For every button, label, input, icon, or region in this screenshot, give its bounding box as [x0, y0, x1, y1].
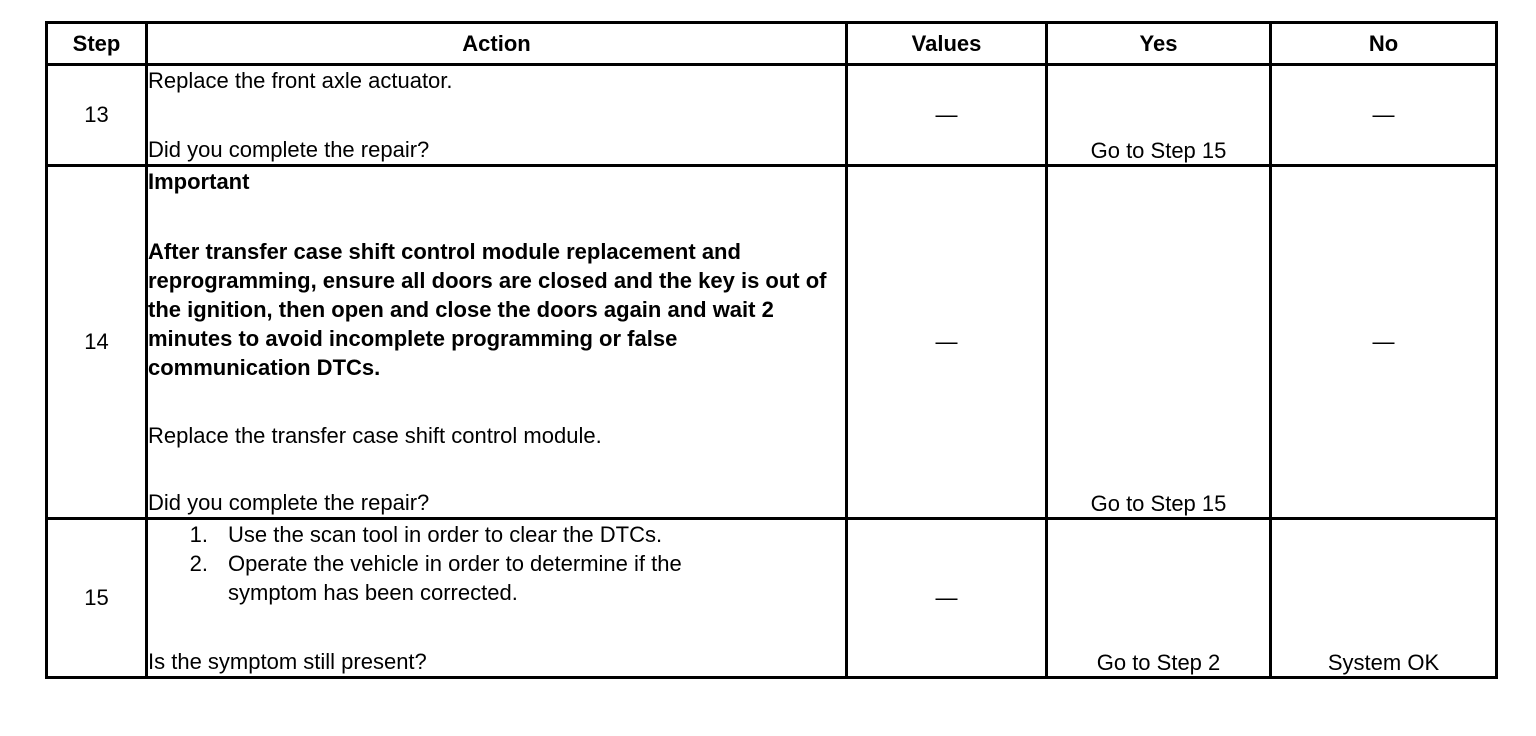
list-item-text: Operate the vehicle in order to determine if the symptom has been corrected.: [228, 551, 682, 605]
action-instruction: Replace the transfer case shift control module.: [148, 423, 602, 448]
step-number: 15: [47, 519, 147, 678]
action-question: Is the symptom still present?: [148, 649, 427, 674]
yes-cell: Go to Step 15: [1047, 166, 1271, 519]
action-question: Did you complete the repair?: [148, 137, 430, 162]
table-row: [47, 65, 1497, 166]
header-no: No: [1271, 23, 1497, 65]
list-item-text: Use the scan tool in order to clear the DTCs.: [228, 522, 663, 547]
header-step: Step: [47, 23, 147, 65]
table-row: [47, 166, 1497, 519]
header-yes: Yes: [1047, 23, 1271, 65]
list-item-number: 2.: [189, 551, 208, 576]
action-question: Did you complete the repair?: [148, 490, 430, 515]
yes-cell: Go to Step 2: [1047, 519, 1271, 678]
action-cell: [147, 166, 847, 519]
header-action: Action: [147, 23, 847, 65]
no-cell: System OK: [1271, 519, 1497, 678]
important-label: Important: [148, 169, 250, 194]
table-row: [47, 519, 1497, 678]
header-row: [47, 23, 1497, 65]
step-number: 14: [47, 166, 147, 519]
action-cell: [147, 519, 847, 678]
action-cell: [147, 65, 847, 166]
header-values: Values: [847, 23, 1047, 65]
values-cell: —: [847, 166, 1047, 519]
diagnostic-table-container: [45, 21, 1498, 679]
list-item: [148, 549, 845, 607]
step-number: 13: [47, 65, 147, 166]
values-cell: —: [847, 65, 1047, 166]
important-text: After transfer case shift control module replacement and reprogramming, ensure all doors are closed and the key is out of the ignition, then open and close the doors again and wait 2 minutes to avoid incomplete programming or false communication DTCs.: [148, 239, 827, 380]
list-item: [148, 520, 845, 549]
procedure-list: [148, 520, 845, 607]
yes-cell: Go to Step 15: [1047, 65, 1271, 166]
list-item-number: 1.: [189, 522, 208, 547]
no-cell: —: [1271, 166, 1497, 519]
values-cell: —: [847, 519, 1047, 678]
diagnostic-table: [45, 21, 1498, 679]
no-cell: —: [1271, 65, 1497, 166]
action-instruction: Replace the front axle actuator.: [148, 68, 453, 93]
